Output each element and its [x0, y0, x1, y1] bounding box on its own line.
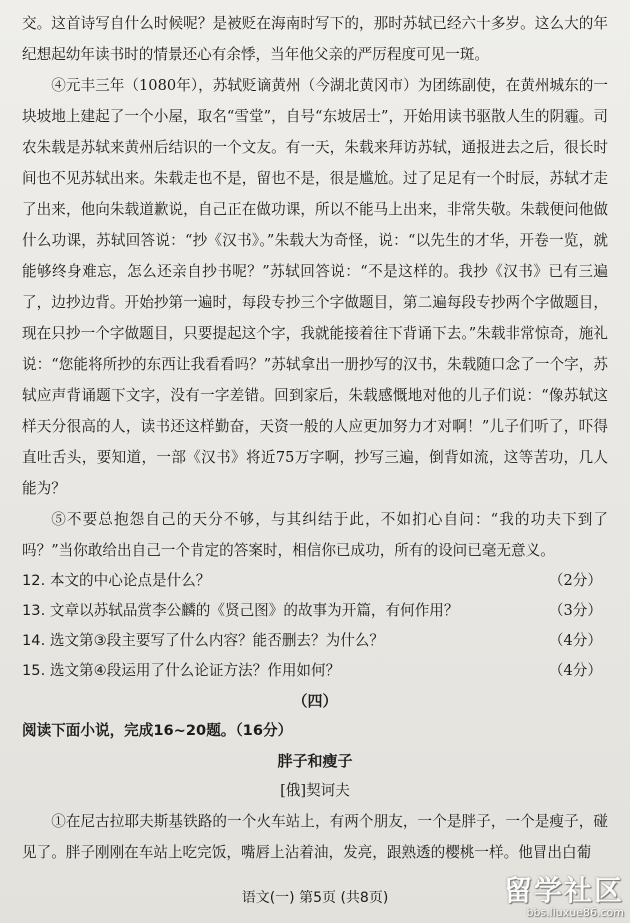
- section-instruction: 阅读下面小说，完成16~20题。（16分）: [22, 722, 293, 739]
- page-footer: 语文(一) 第5页 (共8页): [241, 890, 389, 906]
- question-text: 13. 文章以苏轼品赏李公麟的《贤己图》的故事为开篇，有何作用？: [22, 602, 459, 619]
- passage-paragraph-3-end: 交。这首诗写自什么时候呢？是被贬在海南时写下的，那时苏轼已经六十多岁。这么大的年纪想起幼年读书时的情景还心有余悸，当年他父亲的严厉程度可见一斑。: [22, 15, 608, 63]
- watermark-brand: 留学社区: [503, 874, 624, 907]
- story-paragraph-1: ①在尼古拉耶夫斯基铁路的一个火车站上，有两个朋友，一个是胖子，一个是瘦子，碰见了。胖子刚刚在车站上吃完饭，嘴唇上沾着油，发亮，跟熟透的樱桃一样。他冒出白葡: [22, 813, 608, 861]
- question-text: 14. 选文第③段主要写了什么内容？能否删去？为什么？: [22, 632, 384, 649]
- question-14: [22, 626, 608, 656]
- question-13: [22, 596, 608, 626]
- story-author: [俄]契诃夫: [280, 782, 350, 799]
- question-score: （4分）: [548, 632, 602, 649]
- question-score: （4分）: [548, 662, 602, 679]
- question-score: （3分）: [548, 602, 602, 619]
- section-heading: （四）: [292, 692, 338, 710]
- question-12: [22, 566, 608, 596]
- question-text: 15. 选文第④段运用了什么论证方法？作用如何？: [22, 662, 341, 679]
- site-watermark: [504, 876, 624, 920]
- watermark-url: bbs.liuxue86.com: [526, 906, 624, 919]
- passage-paragraph-4: ④元丰三年（1080年），苏轼贬谪黄州（今湖北黄冈市）为团练副使，在黄州城东的一块坡地上建起了一个小屋，取名“雪堂”，自号“东坡居士”，开始用读书驱散人生的阴霾。司农朱载是苏轼来黄州后结识的一个文友。有一天，朱载来拜访苏轼，通报进去之后，很长时间也不见苏轼出来。朱载走也不是，留也不是，很是尴尬。过了足足有一个时辰，苏轼才走了出来，他向朱载道歉说，自己正在做功课，所以不能马上出来，非常失敬。朱载便问他做什么功课，苏轼回答说：“抄《汉书》。”朱载大为奇怪，说：“以先生的才华，开卷一览，就能够终身难忘，怎么还亲自抄书呢？”苏轼回答说：“不是这样的。我抄《汉书》已有三遍了，边抄边背。开始抄第一遍时，每段专抄三个字做题目，第二遍每段专抄两个字做题目，现在只抄一个字做题目，只要提起这个字，我就能接着往下背诵下去。”朱载非常惊奇，施礼说：“您能将所抄的东西让我看看吗？”苏轼拿出一册抄写的汉书，朱载随口念了一个字，苏轼应声背诵题下文字，没有一字差错。回到家后，朱载感慨地对他的儿子们说：“像苏轼这样天分很高的人，读书还这样勤奋，天资一般的人应更加努力才对啊！”儿子们听了，吓得直吐舌头，要知道，一部《汉书》将近75万字啊，抄写三遍，倒背如流，这等苦功，几人能为？: [22, 77, 608, 497]
- question-text: 12. 本文的中心论点是什么？: [22, 572, 211, 589]
- story-title: 胖子和瘦子: [277, 752, 353, 770]
- question-score: （2分）: [548, 572, 602, 589]
- question-15: [22, 656, 608, 686]
- passage-paragraph-5: ⑤不要总抱怨自己的天分不够，与其纠结于此，不如扪心自问：“我的功夫下到了吗？”当你敢给出自己一个肯定的答案时，相信你已成功，所有的设问已毫无意义。: [22, 511, 608, 559]
